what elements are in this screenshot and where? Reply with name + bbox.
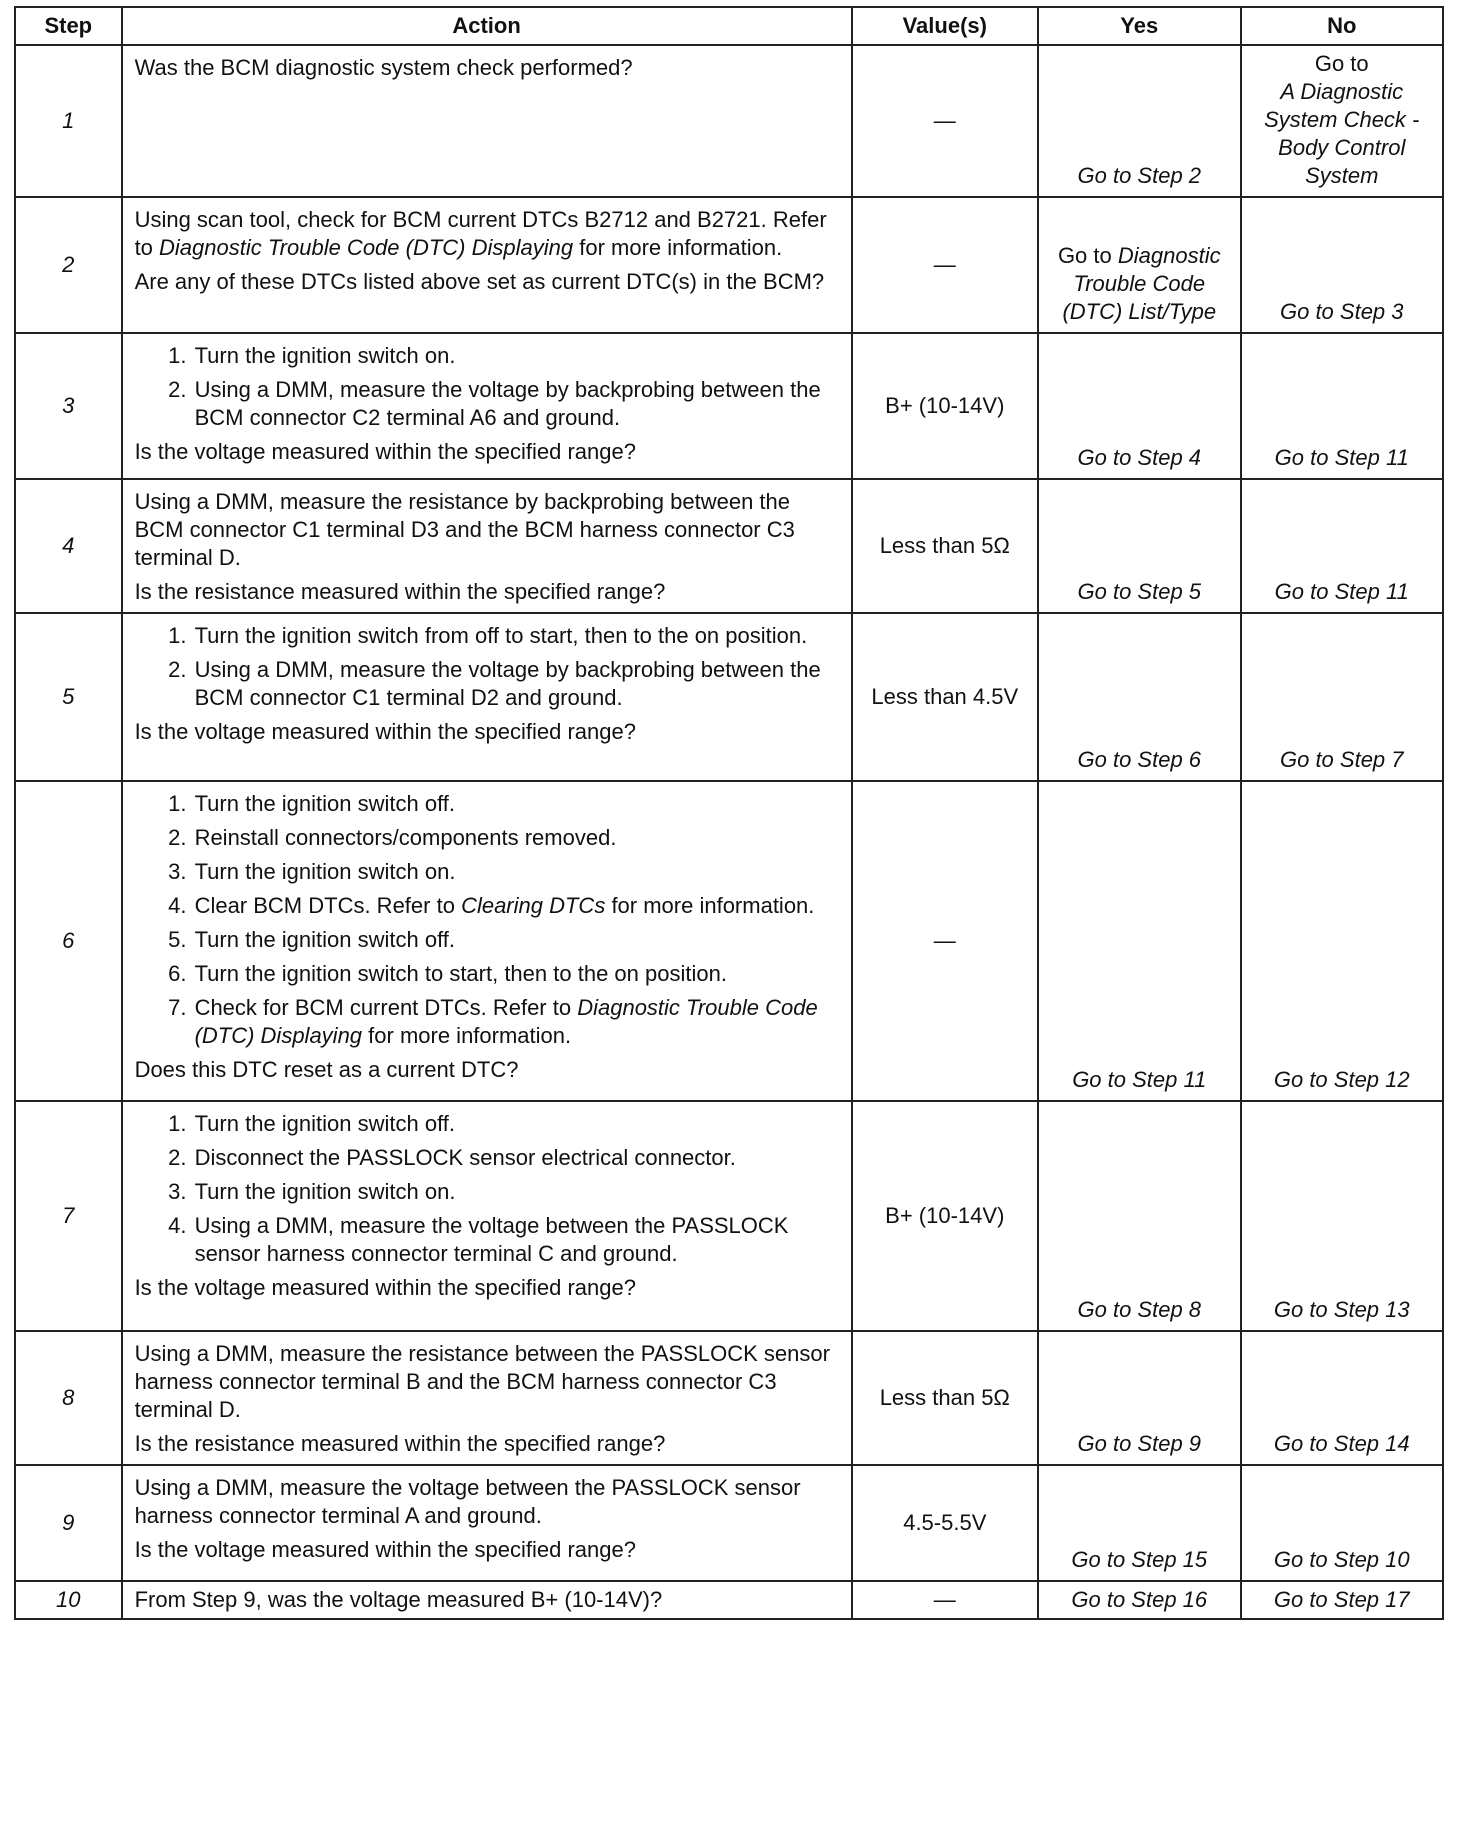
value-cell: —: [852, 781, 1038, 1101]
question-text: Is the resistance measured within the specified range?: [134, 579, 666, 604]
value-cell: Less than 5Ω: [852, 1331, 1038, 1465]
yes-cell: Go to Step 15: [1038, 1465, 1240, 1581]
yes-cell: Go to Step 4: [1038, 333, 1240, 479]
table-row-step-9: [15, 1465, 1443, 1581]
question-text: Is the resistance measured within the specified range?: [134, 1431, 666, 1456]
action-cell: [122, 45, 852, 197]
no-cell: Go to Step 11: [1241, 333, 1444, 479]
no-cell: Go to Step 14: [1241, 1331, 1444, 1465]
question-text: Is the voltage measured within the specified range?: [134, 719, 636, 744]
list-item: 4. Using a DMM, measure the voltage between the PASSLOCK sensor harness connector terminal C and ground.: [193, 1212, 839, 1268]
step-number: 8: [15, 1331, 122, 1465]
reference-link-text: Diagnostic Trouble Code (DTC) Displaying: [194, 995, 818, 1048]
no-cell: [1241, 45, 1444, 197]
list-item: 3. Turn the ignition switch on.: [193, 1178, 839, 1206]
list-item: [193, 892, 839, 920]
yes-prefix: Go to: [1057, 243, 1118, 268]
table-row-step-3: [15, 333, 1443, 479]
list-item: 1. Turn the ignition switch from off to start, then to the on position.: [193, 622, 839, 650]
instruction-part: for more information.: [573, 235, 783, 260]
instruction-list: [135, 622, 839, 712]
instruction-part: Check for BCM current DTCs. Refer to: [194, 995, 578, 1020]
table-row-step-4: [15, 479, 1443, 613]
action-cell: [122, 479, 852, 613]
action-cell: [122, 613, 852, 781]
action-cell: [122, 197, 852, 333]
instruction-text: Using a DMM, measure the resistance by backprobing between the BCM connector C1 terminal D3 and the BCM harness connector C3 terminal D.: [134, 489, 795, 570]
step-number: 3: [15, 333, 122, 479]
question-text: Are any of these DTCs listed above set as current DTC(s) in the BCM?: [134, 269, 825, 294]
table-row-step-6: [15, 781, 1443, 1101]
step-number: 6: [15, 781, 122, 1101]
step-number: 9: [15, 1465, 122, 1581]
list-item: 1. Turn the ignition switch on.: [193, 342, 839, 370]
reference-link-text: Clearing DTCs: [461, 893, 606, 918]
no-cell: Go to Step 11: [1241, 479, 1444, 613]
table-row-step-5: [15, 613, 1443, 781]
list-item: 5. Turn the ignition switch off.: [193, 926, 839, 954]
no-prefix: Go to: [1314, 51, 1369, 76]
question-text: Is the voltage measured within the specified range?: [134, 439, 636, 464]
list-item: 2. Using a DMM, measure the voltage by backprobing between the BCM connector C2 terminal A6 and ground.: [193, 376, 839, 432]
no-cell: Go to Step 13: [1241, 1101, 1444, 1331]
no-cell: Go to Step 3: [1241, 197, 1444, 333]
no-cell: Go to Step 7: [1241, 613, 1444, 781]
instruction-text: Using a DMM, measure the resistance between the PASSLOCK sensor harness connector terminal B and the BCM harness connector C3 terminal D.: [134, 1341, 830, 1422]
yes-cell: Go to Step 11: [1038, 781, 1240, 1101]
yes-cell: Go to Step 5: [1038, 479, 1240, 613]
no-reference: A Diagnostic System Check - Body Control System: [1264, 79, 1420, 188]
reference-link-text: Diagnostic Trouble Code (DTC) Displaying: [159, 235, 574, 260]
step-number: 7: [15, 1101, 122, 1331]
list-item: [193, 994, 839, 1050]
instruction-text: Using a DMM, measure the voltage between the PASSLOCK sensor harness connector terminal A and ground.: [134, 1475, 801, 1528]
list-item: 3. Turn the ignition switch on.: [193, 858, 839, 886]
no-cell: Go to Step 12: [1241, 781, 1444, 1101]
yes-cell: Go to Step 8: [1038, 1101, 1240, 1331]
header-yes: Yes: [1038, 7, 1240, 45]
step-number: 10: [15, 1581, 122, 1619]
question-text: Does this DTC reset as a current DTC?: [134, 1057, 519, 1082]
value-cell: —: [852, 197, 1038, 333]
header-row: [15, 7, 1443, 45]
instruction-part: Clear BCM DTCs. Refer to: [194, 893, 462, 918]
value-cell: 4.5-5.5V: [852, 1465, 1038, 1581]
instruction-list: [135, 790, 839, 1050]
diagnostic-table: [14, 6, 1444, 1620]
list-item: 6. Turn the ignition switch to start, then to the on position.: [193, 960, 839, 988]
value-cell: —: [852, 45, 1038, 197]
yes-cell: Go to Step 16: [1038, 1581, 1240, 1619]
header-values: Value(s): [852, 7, 1038, 45]
value-cell: —: [852, 1581, 1038, 1619]
step-number: 2: [15, 197, 122, 333]
action-cell: [122, 1101, 852, 1331]
action-cell: [122, 333, 852, 479]
value-cell: B+ (10-14V): [852, 333, 1038, 479]
step-number: 1: [15, 45, 122, 197]
value-cell: Less than 4.5V: [852, 613, 1038, 781]
instruction-part: for more information.: [362, 1023, 572, 1048]
table-row-step-10: [15, 1581, 1443, 1619]
no-cell: Go to Step 10: [1241, 1465, 1444, 1581]
header-step: Step: [15, 7, 122, 45]
table-row-step-2: [15, 197, 1443, 333]
step-number: 4: [15, 479, 122, 613]
list-item: 2. Using a DMM, measure the voltage by backprobing between the BCM connector C1 terminal D2 and ground.: [193, 656, 839, 712]
value-cell: Less than 5Ω: [852, 479, 1038, 613]
table-row-step-7: [15, 1101, 1443, 1331]
action-cell: [122, 1331, 852, 1465]
instruction-part: Using scan tool, check for BCM current DTCs B2712 and B2721. Refer to: [134, 207, 827, 260]
question-text: Is the voltage measured within the specified range?: [134, 1537, 636, 1562]
header-no: No: [1241, 7, 1444, 45]
table-row-step-1: [15, 45, 1443, 197]
step-number: 5: [15, 613, 122, 781]
action-cell: [122, 1465, 852, 1581]
instruction-list: [135, 342, 839, 432]
header-action: Action: [122, 7, 852, 45]
table-row-step-8: [15, 1331, 1443, 1465]
action-cell: [122, 781, 852, 1101]
yes-cell: [1038, 197, 1240, 333]
question-text: Was the BCM diagnostic system check performed?: [134, 55, 633, 80]
instruction-part: for more information.: [605, 893, 815, 918]
no-cell: Go to Step 17: [1241, 1581, 1444, 1619]
yes-reference: Diagnostic Trouble Code (DTC) List/Type: [1062, 243, 1221, 324]
question-text: Is the voltage measured within the specified range?: [134, 1275, 636, 1300]
instruction-list: [135, 1110, 839, 1268]
list-item: 2. Disconnect the PASSLOCK sensor electrical connector.: [193, 1144, 839, 1172]
instruction-text: [135, 206, 839, 262]
yes-cell: Go to Step 2: [1038, 45, 1240, 197]
list-item: 1. Turn the ignition switch off.: [193, 790, 839, 818]
question-text: From Step 9, was the voltage measured B+ (10-14V)?: [134, 1587, 663, 1612]
value-cell: B+ (10-14V): [852, 1101, 1038, 1331]
list-item: 1. Turn the ignition switch off.: [193, 1110, 839, 1138]
yes-cell: Go to Step 6: [1038, 613, 1240, 781]
yes-cell: Go to Step 9: [1038, 1331, 1240, 1465]
action-cell: [122, 1581, 852, 1619]
list-item: 2. Reinstall connectors/components removed.: [193, 824, 839, 852]
